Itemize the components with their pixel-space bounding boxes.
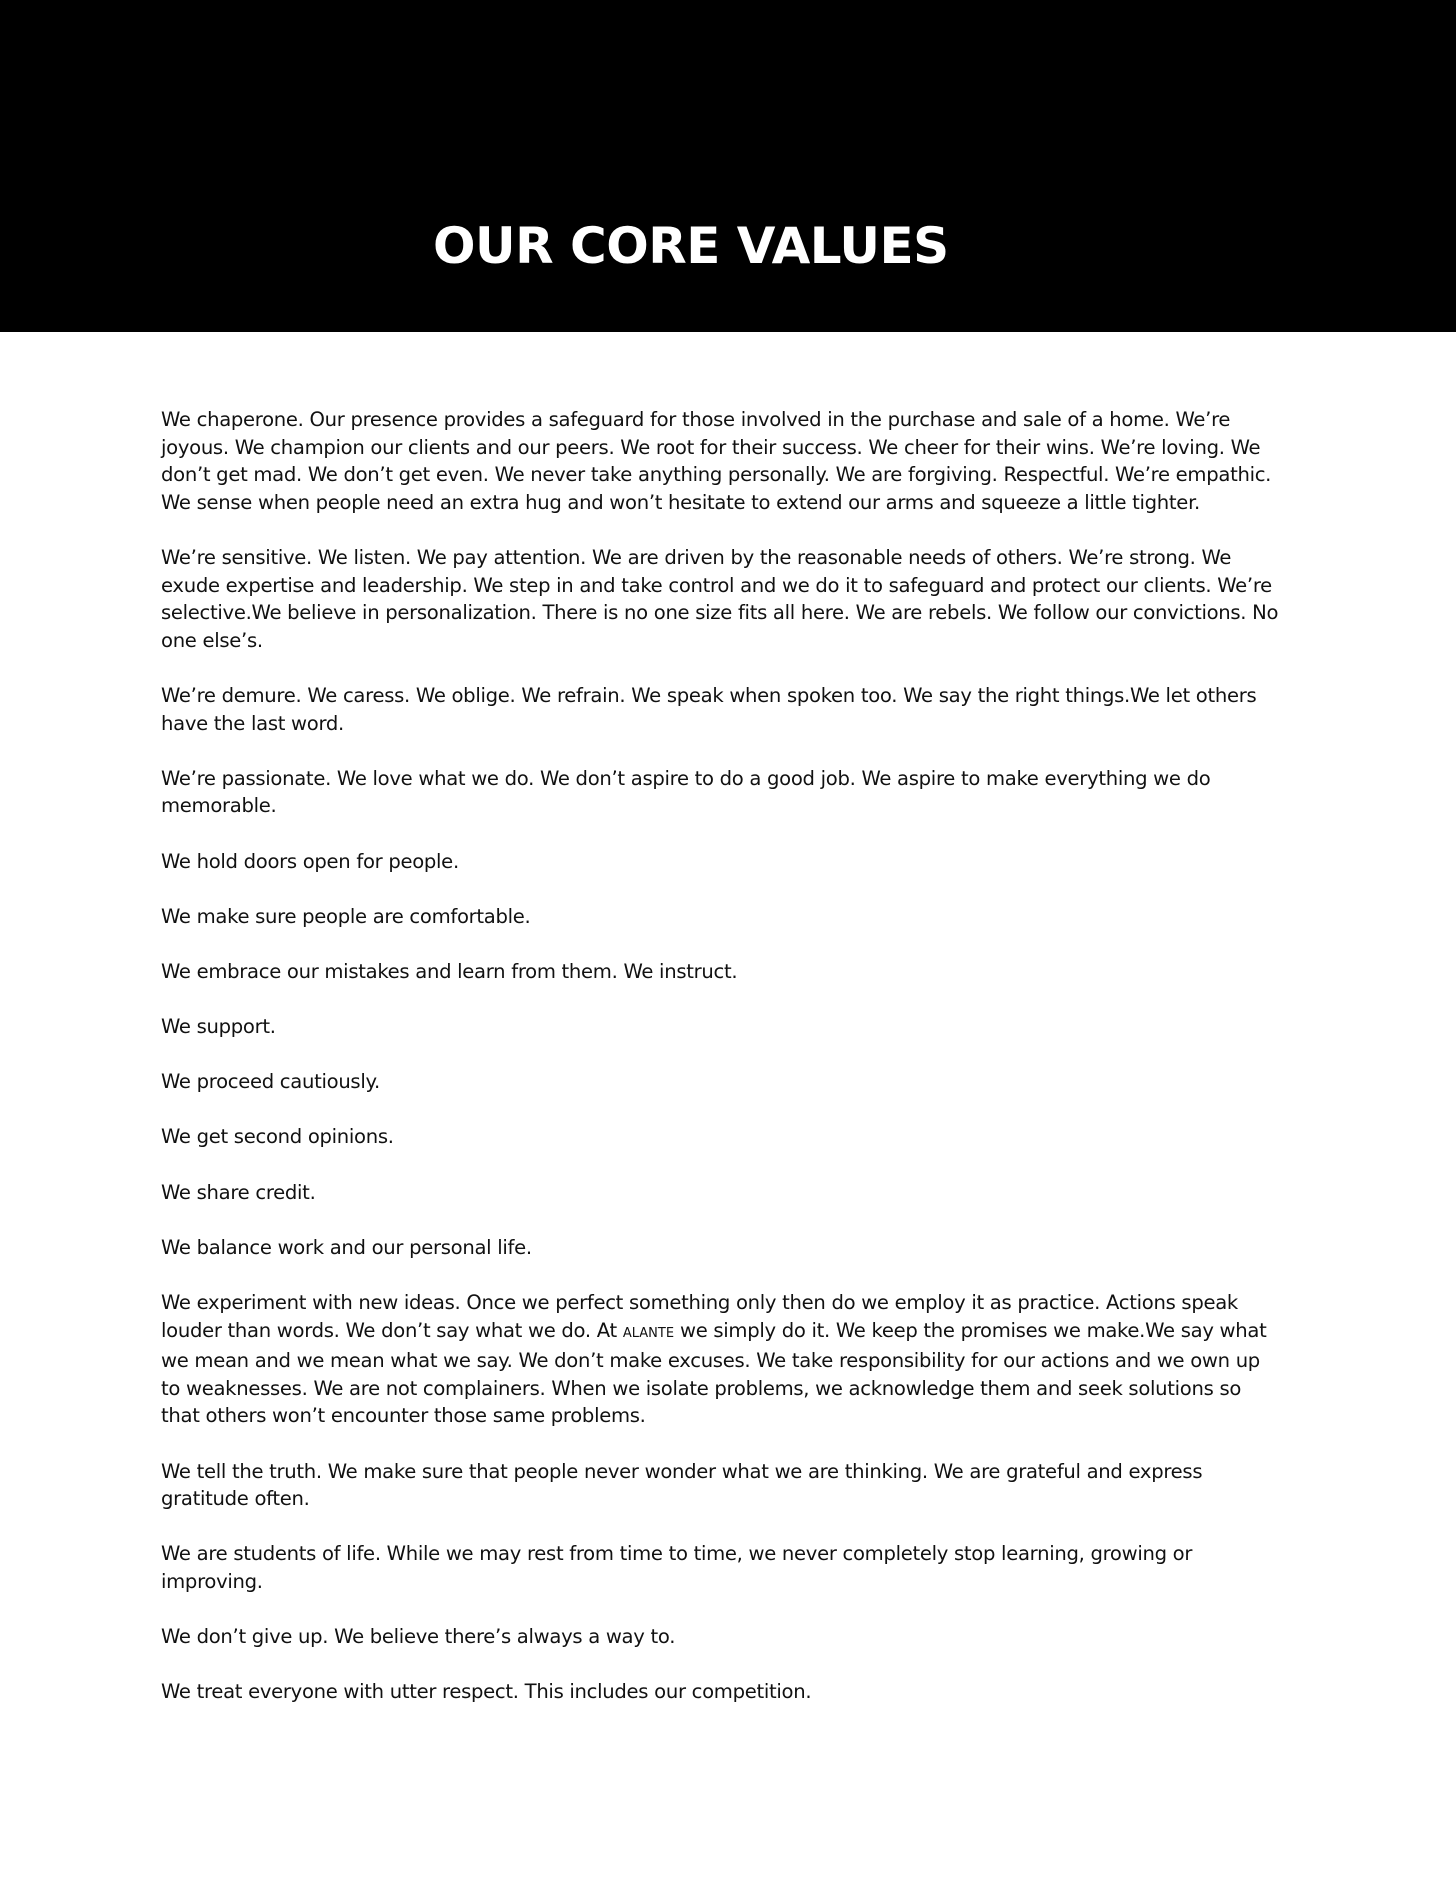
value-paragraph-balance: We balance work and our personal life. xyxy=(161,1235,532,1259)
brand-name: ALANTE xyxy=(622,1325,675,1341)
value-paragraph-cautiously: We proceed cautiously. xyxy=(161,1070,380,1094)
value-paragraph-experiment xyxy=(161,1289,1281,1430)
value-paragraph-respect: We treat everyone with utter respect. This includes our competition. xyxy=(161,1680,812,1704)
value-paragraph-truth: We tell the truth. We make sure that people never wonder what we are thinking. We are grateful and express gratitude often. xyxy=(161,1459,1203,1511)
value-paragraph-second-opinions: We get second opinions. xyxy=(161,1125,394,1149)
value-paragraph-sensitive: We’re sensitive. We listen. We pay attention. We are driven by the reasonable needs of others. We’re strong. We exude expertise and leadership. We step in and take control and we do it to safeguard and protect our clients. We’re selective.We believe in personalization. There is no one size fits all here. We are rebels. We follow our convictions. No one else’s. xyxy=(161,545,1279,652)
value-paragraph-dont-give-up: We don’t give up. We believe there’s always a way to. xyxy=(161,1625,676,1649)
experiment-text-before-brand: We experiment with new ideas. Once we perfect something only then do we employ it as practice. Actions speak louder than words. We don’t say what we do. At xyxy=(161,1291,1238,1342)
value-paragraph-students-of-life: We are students of life. While we may rest from time to time, we never completely stop learning, growing or improving. xyxy=(161,1542,1193,1593)
value-paragraph-passionate: We’re passionate. We love what we do. We don’t aspire to do a good job. We aspire to make everything we do memorable. xyxy=(161,766,1211,818)
value-paragraph-support: We support. xyxy=(161,1015,276,1039)
value-paragraph-chaperone: We chaperone. Our presence provides a safeguard for those involved in the purchase and sale of a home. We’re joyous. We champion our clients and our peers. We root for their success. We cheer for their wins. We’re loving. We don’t get mad. We don’t get even. We never take anything personally. We are forgiving. Respectful. We’re empathic. We sense when people need an extra hug and won’t hesitate to extend our arms and squeeze a little tighter. xyxy=(161,408,1272,514)
value-paragraph-comfortable: We make sure people are comfortable. xyxy=(161,904,531,928)
core-values-content xyxy=(161,406,1281,1734)
header-band xyxy=(0,0,1456,332)
value-paragraph-demure: We’re demure. We caress. We oblige. We refrain. We speak when spoken too. We say the right things.We let others have the last word. xyxy=(161,683,1257,735)
value-paragraph-share-credit: We share credit. xyxy=(161,1180,316,1204)
page-title: OUR CORE VALUES xyxy=(433,217,949,275)
value-paragraph-mistakes: We embrace our mistakes and learn from them. We instruct. xyxy=(161,959,738,983)
value-paragraph-doors: We hold doors open for people. xyxy=(161,849,459,873)
experiment-text-after-brand: we simply do it. We keep the promises we make.We say what we mean and we mean what we say. We don’t make excuses. We take responsibility for our actions and we own up to weaknesses. We are not complainers. When we isolate problems, we acknowledge them and seek solutions so that others won’t encounter those same problems. xyxy=(161,1318,1267,1428)
